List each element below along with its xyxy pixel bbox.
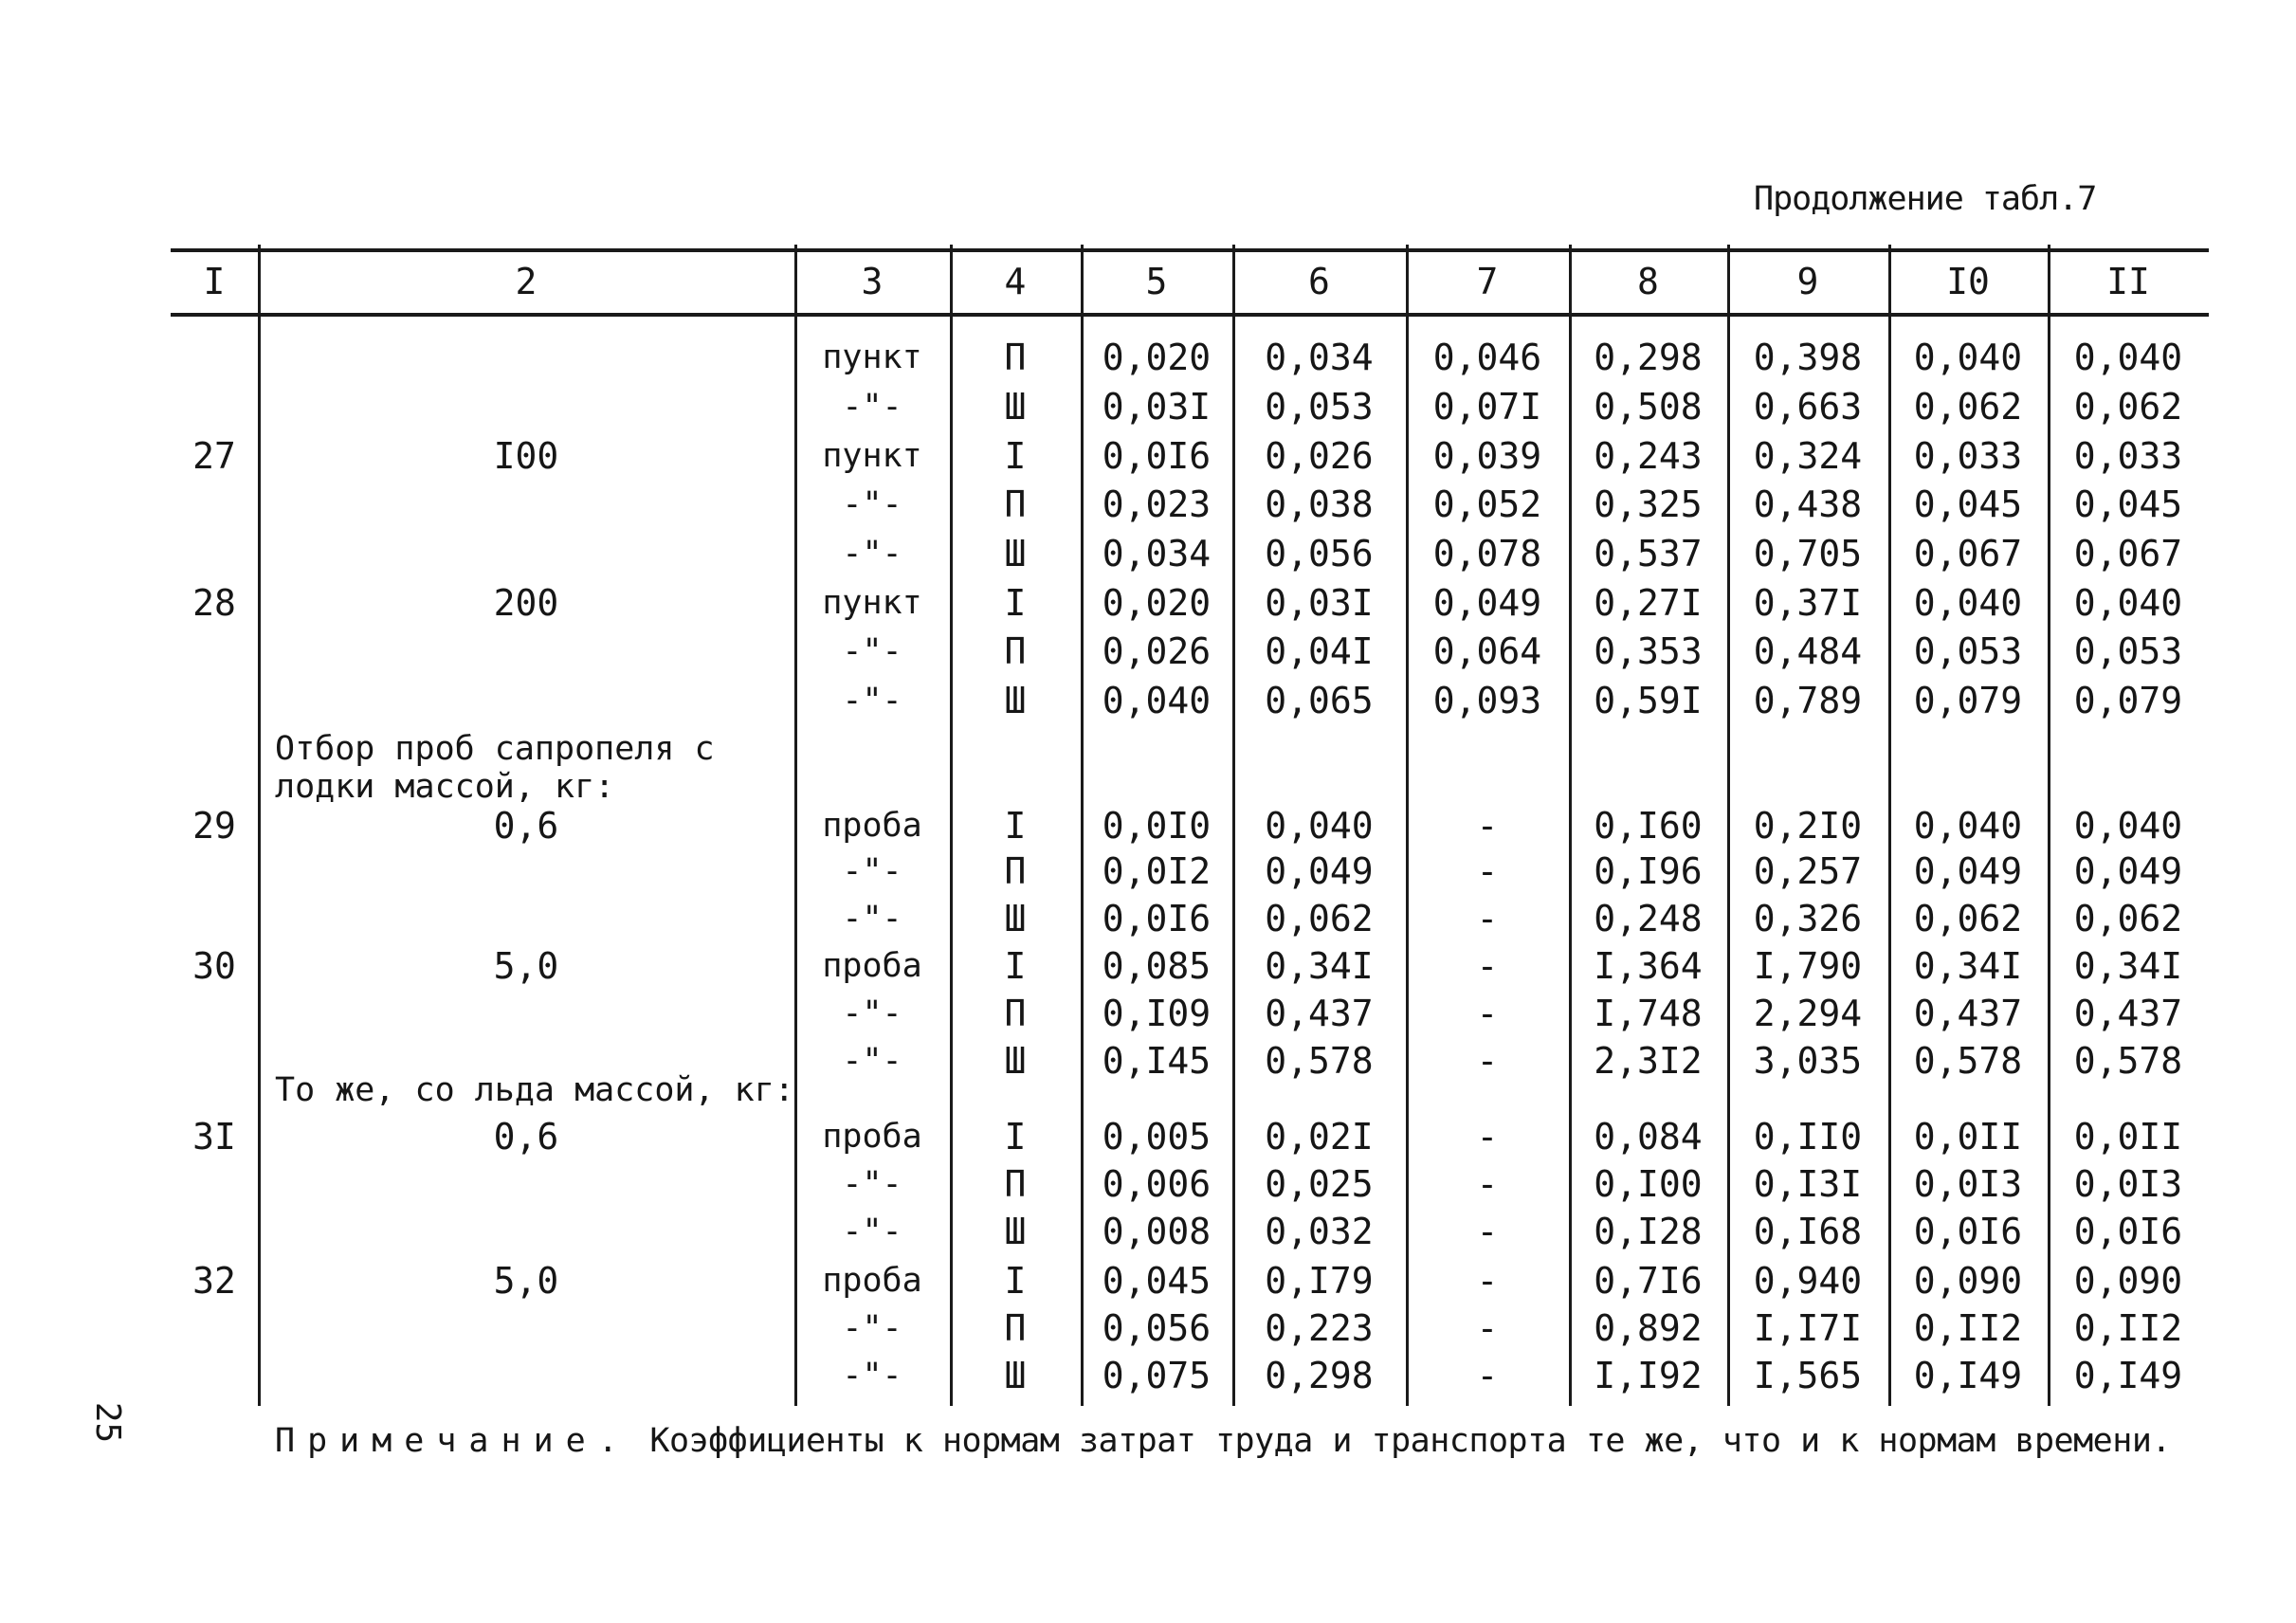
- value-cell: 3,035: [1753, 1040, 1863, 1082]
- value-cell: 0,34I: [2073, 945, 2183, 987]
- value-cell: 0,578: [1265, 1040, 1374, 1082]
- unit-cell: -"-: [842, 485, 902, 523]
- value-cell: 0,062: [1913, 898, 2023, 939]
- value-cell: 0,067: [1913, 533, 2023, 574]
- category-cell: Ш: [1004, 898, 1027, 939]
- value-cell: 0,033: [1913, 435, 2023, 477]
- value-cell: 0,053: [1265, 386, 1374, 428]
- value-cell: 0,0I6: [1913, 1211, 2023, 1252]
- mass-value: 0,6: [493, 805, 559, 847]
- value-cell: 0,040: [1913, 582, 2023, 624]
- category-cell: Ш: [1004, 533, 1027, 574]
- column-header: 5: [1145, 261, 1168, 302]
- value-cell: -: [1476, 805, 1499, 847]
- value-cell: 0,223: [1265, 1307, 1374, 1349]
- group-heading-ice: [275, 1071, 794, 1109]
- value-cell: 0,0I3: [1913, 1163, 2023, 1205]
- value-cell: 0,02I: [1265, 1116, 1374, 1158]
- mass-value: 5,0: [493, 945, 559, 987]
- value-cell: 0,705: [1753, 533, 1863, 574]
- row-number: 3I: [192, 1116, 236, 1158]
- value-cell: 0,0I2: [1102, 850, 1212, 892]
- unit-cell: проба: [822, 1262, 922, 1300]
- column-header: 9: [1796, 261, 1819, 302]
- value-cell: 0,34I: [1913, 945, 2023, 987]
- unit-cell: -"-: [842, 852, 902, 890]
- row-number: 27: [192, 435, 236, 477]
- column-header: II: [2106, 261, 2150, 302]
- value-cell: 0,040: [1913, 337, 2023, 378]
- value-cell: 0,040: [1102, 680, 1212, 721]
- value-cell: 0,578: [2073, 1040, 2183, 1082]
- table-caption: Продолжение табл.7: [1754, 180, 2097, 218]
- value-cell: 0,005: [1102, 1116, 1212, 1158]
- value-cell: -: [1476, 1116, 1499, 1158]
- value-cell: 0,03I: [1265, 582, 1374, 624]
- row-number: 30: [192, 945, 236, 987]
- unit-cell: -"-: [842, 1357, 902, 1395]
- value-cell: 0,025: [1265, 1163, 1374, 1205]
- value-cell: 0,508: [1594, 386, 1703, 428]
- category-cell: I: [1004, 582, 1027, 624]
- note-label: Примечание.: [275, 1422, 630, 1460]
- category-cell: Ш: [1004, 386, 1027, 428]
- note-text: Коэффициенты к нормам затрат труда и транспорта те же, что и к нормам времени.: [629, 1422, 2171, 1460]
- row-number: 28: [192, 582, 236, 624]
- value-cell: 0,062: [1265, 898, 1374, 939]
- value-cell: 2,3I2: [1594, 1040, 1703, 1082]
- value-cell: 0,056: [1102, 1307, 1212, 1349]
- value-cell: 0,298: [1265, 1355, 1374, 1396]
- value-cell: 0,046: [1432, 337, 1542, 378]
- value-cell: 0,437: [2073, 993, 2183, 1034]
- value-cell: 0,326: [1753, 898, 1863, 939]
- value-cell: 0,789: [1753, 680, 1863, 721]
- value-cell: 0,257: [1753, 850, 1863, 892]
- category-cell: П: [1004, 1307, 1027, 1349]
- value-cell: 0,437: [1265, 993, 1374, 1034]
- value-cell: 0,248: [1594, 898, 1703, 939]
- mass-value: 5,0: [493, 1260, 559, 1302]
- value-cell: -: [1476, 1040, 1499, 1082]
- value-cell: 0,084: [1594, 1116, 1703, 1158]
- value-cell: -: [1476, 1211, 1499, 1252]
- value-cell: -: [1476, 993, 1499, 1034]
- value-cell: 0,040: [1913, 805, 2023, 847]
- unit-cell: -"-: [842, 1309, 902, 1347]
- value-cell: 0,034: [1102, 533, 1212, 574]
- value-cell: 0,038: [1265, 483, 1374, 525]
- table-note: [275, 1422, 2171, 1460]
- value-cell: 0,040: [1265, 805, 1374, 847]
- value-cell: 0,049: [1432, 582, 1542, 624]
- value-cell: 0,07I: [1432, 386, 1542, 428]
- group-heading-boat-text: Отбор проб сапропеля с лодки массой, кг:: [275, 730, 715, 806]
- value-cell: 0,067: [2073, 533, 2183, 574]
- value-cell: 0,078: [1432, 533, 1542, 574]
- unit-cell: -"-: [842, 1042, 902, 1080]
- unit-cell: -"-: [842, 632, 902, 670]
- value-cell: 0,37I: [1753, 582, 1863, 624]
- value-cell: -: [1476, 1163, 1499, 1205]
- value-cell: 0,056: [1265, 533, 1374, 574]
- value-cell: 0,045: [1913, 483, 2023, 525]
- value-cell: 0,040: [2073, 805, 2183, 847]
- unit-cell: -"-: [842, 388, 902, 426]
- value-cell: 0,049: [1913, 850, 2023, 892]
- value-cell: 0,053: [2073, 630, 2183, 672]
- category-cell: П: [1004, 337, 1027, 378]
- value-cell: 0,298: [1594, 337, 1703, 378]
- unit-cell: пункт: [822, 437, 922, 475]
- value-cell: 0,062: [2073, 386, 2183, 428]
- header-rule: [171, 313, 2209, 317]
- column-header: 7: [1476, 261, 1499, 302]
- value-cell: 0,093: [1432, 680, 1542, 721]
- value-cell: 0,006: [1102, 1163, 1212, 1205]
- value-cell: 0,2I0: [1753, 805, 1863, 847]
- value-cell: 0,0I6: [1102, 435, 1212, 477]
- value-cell: I,565: [1753, 1355, 1863, 1396]
- value-cell: 0,053: [1913, 630, 2023, 672]
- value-cell: 0,039: [1432, 435, 1542, 477]
- value-cell: 0,0I6: [2073, 1211, 2183, 1252]
- category-cell: I: [1004, 945, 1027, 987]
- value-cell: -: [1476, 850, 1499, 892]
- category-cell: Ш: [1004, 1211, 1027, 1252]
- value-cell: 0,052: [1432, 483, 1542, 525]
- mass-value: 0,6: [493, 1116, 559, 1158]
- category-cell: П: [1004, 483, 1027, 525]
- value-cell: 0,026: [1265, 435, 1374, 477]
- value-cell: 0,085: [1102, 945, 1212, 987]
- value-cell: -: [1476, 898, 1499, 939]
- column-header: 8: [1637, 261, 1659, 302]
- value-cell: 0,065: [1265, 680, 1374, 721]
- value-cell: 0,090: [2073, 1260, 2183, 1302]
- unit-cell: -"-: [842, 682, 902, 720]
- category-cell: I: [1004, 435, 1027, 477]
- value-cell: 0,353: [1594, 630, 1703, 672]
- value-cell: 0,I96: [1594, 850, 1703, 892]
- unit-cell: проба: [822, 807, 922, 845]
- category-cell: Ш: [1004, 680, 1027, 721]
- value-cell: 0,090: [1913, 1260, 2023, 1302]
- category-cell: I: [1004, 1116, 1027, 1158]
- column-header: 3: [861, 261, 884, 302]
- value-cell: 0,023: [1102, 483, 1212, 525]
- row-number: 29: [192, 805, 236, 847]
- value-cell: 0,243: [1594, 435, 1703, 477]
- value-cell: 0,0I6: [1102, 898, 1212, 939]
- value-cell: I,364: [1594, 945, 1703, 987]
- value-cell: 0,045: [2073, 483, 2183, 525]
- value-cell: -: [1476, 1307, 1499, 1349]
- value-cell: 0,026: [1102, 630, 1212, 672]
- column-header: 4: [1004, 261, 1027, 302]
- unit-cell: пункт: [822, 338, 922, 376]
- unit-cell: проба: [822, 1118, 922, 1156]
- value-cell: 0,59I: [1594, 680, 1703, 721]
- category-cell: Ш: [1004, 1040, 1027, 1082]
- value-cell: 0,34I: [1265, 945, 1374, 987]
- value-cell: 0,II2: [2073, 1307, 2183, 1349]
- value-cell: 0,II2: [1913, 1307, 2023, 1349]
- value-cell: 0,438: [1753, 483, 1863, 525]
- value-cell: 0,079: [1913, 680, 2023, 721]
- value-cell: 0,03I: [1102, 386, 1212, 428]
- value-cell: 0,033: [2073, 435, 2183, 477]
- column-header: I0: [1946, 261, 1990, 302]
- value-cell: -: [1476, 1355, 1499, 1396]
- group-heading-boat: [275, 730, 715, 806]
- value-cell: 0,I00: [1594, 1163, 1703, 1205]
- value-cell: 0,008: [1102, 1211, 1212, 1252]
- value-cell: 0,049: [1265, 850, 1374, 892]
- column-header: I: [203, 261, 226, 302]
- value-cell: 0,I28: [1594, 1211, 1703, 1252]
- category-cell: П: [1004, 630, 1027, 672]
- category-cell: I: [1004, 1260, 1027, 1302]
- value-cell: 0,437: [1913, 993, 2023, 1034]
- value-cell: 0,398: [1753, 337, 1863, 378]
- value-cell: 0,020: [1102, 582, 1212, 624]
- value-cell: 0,0I3: [2073, 1163, 2183, 1205]
- value-cell: 0,034: [1265, 337, 1374, 378]
- value-cell: 0,892: [1594, 1307, 1703, 1349]
- value-cell: 0,040: [2073, 582, 2183, 624]
- unit-cell: проба: [822, 947, 922, 985]
- unit-cell: пункт: [822, 584, 922, 622]
- value-cell: 0,I09: [1102, 993, 1212, 1034]
- mass-value: 200: [493, 582, 559, 624]
- value-cell: 0,324: [1753, 435, 1863, 477]
- value-cell: 0,II0: [1753, 1116, 1863, 1158]
- group-heading-ice-text: То же, со льда массой, кг:: [275, 1071, 794, 1109]
- value-cell: -: [1476, 1260, 1499, 1302]
- value-cell: 0,062: [2073, 898, 2183, 939]
- top-rule: [171, 248, 2209, 252]
- value-cell: 0,27I: [1594, 582, 1703, 624]
- unit-cell: -"-: [842, 1213, 902, 1250]
- value-cell: 0,032: [1265, 1211, 1374, 1252]
- value-cell: 0,578: [1913, 1040, 2023, 1082]
- unit-cell: -"-: [842, 535, 902, 573]
- value-cell: 0,020: [1102, 337, 1212, 378]
- value-cell: 0,940: [1753, 1260, 1863, 1302]
- value-cell: 0,049: [2073, 850, 2183, 892]
- value-cell: 0,I79: [1265, 1260, 1374, 1302]
- value-cell: 0,045: [1102, 1260, 1212, 1302]
- value-cell: 2,294: [1753, 993, 1863, 1034]
- value-cell: I,I7I: [1753, 1307, 1863, 1349]
- value-cell: 0,I49: [2073, 1355, 2183, 1396]
- column-header: 2: [515, 261, 538, 302]
- category-cell: П: [1004, 850, 1027, 892]
- mass-value: I00: [493, 435, 559, 477]
- value-cell: I,748: [1594, 993, 1703, 1034]
- value-cell: 0,I45: [1102, 1040, 1212, 1082]
- value-cell: 0,537: [1594, 533, 1703, 574]
- value-cell: 0,062: [1913, 386, 2023, 428]
- value-cell: 0,0II: [2073, 1116, 2183, 1158]
- row-number: 32: [192, 1260, 236, 1302]
- value-cell: 0,075: [1102, 1355, 1212, 1396]
- value-cell: I,I92: [1594, 1355, 1703, 1396]
- value-cell: 0,I3I: [1753, 1163, 1863, 1205]
- value-cell: 0,0I0: [1102, 805, 1212, 847]
- category-cell: Ш: [1004, 1355, 1027, 1396]
- value-cell: 0,064: [1432, 630, 1542, 672]
- value-cell: 0,040: [2073, 337, 2183, 378]
- unit-cell: -"-: [842, 994, 902, 1032]
- value-cell: 0,079: [2073, 680, 2183, 721]
- value-cell: -: [1476, 945, 1499, 987]
- value-cell: 0,663: [1753, 386, 1863, 428]
- value-cell: 0,325: [1594, 483, 1703, 525]
- category-cell: П: [1004, 993, 1027, 1034]
- category-cell: П: [1004, 1163, 1027, 1205]
- unit-cell: -"-: [842, 1165, 902, 1203]
- value-cell: 0,7I6: [1594, 1260, 1703, 1302]
- unit-cell: -"-: [842, 900, 902, 938]
- value-cell: 0,484: [1753, 630, 1863, 672]
- value-cell: 0,04I: [1265, 630, 1374, 672]
- value-cell: 0,I49: [1913, 1355, 2023, 1396]
- value-cell: 0,I68: [1753, 1211, 1863, 1252]
- value-cell: 0,I60: [1594, 805, 1703, 847]
- column-header: 6: [1308, 261, 1330, 302]
- category-cell: I: [1004, 805, 1027, 847]
- value-cell: 0,0II: [1913, 1116, 2023, 1158]
- page-number: 25: [88, 1401, 128, 1444]
- value-cell: I,790: [1753, 945, 1863, 987]
